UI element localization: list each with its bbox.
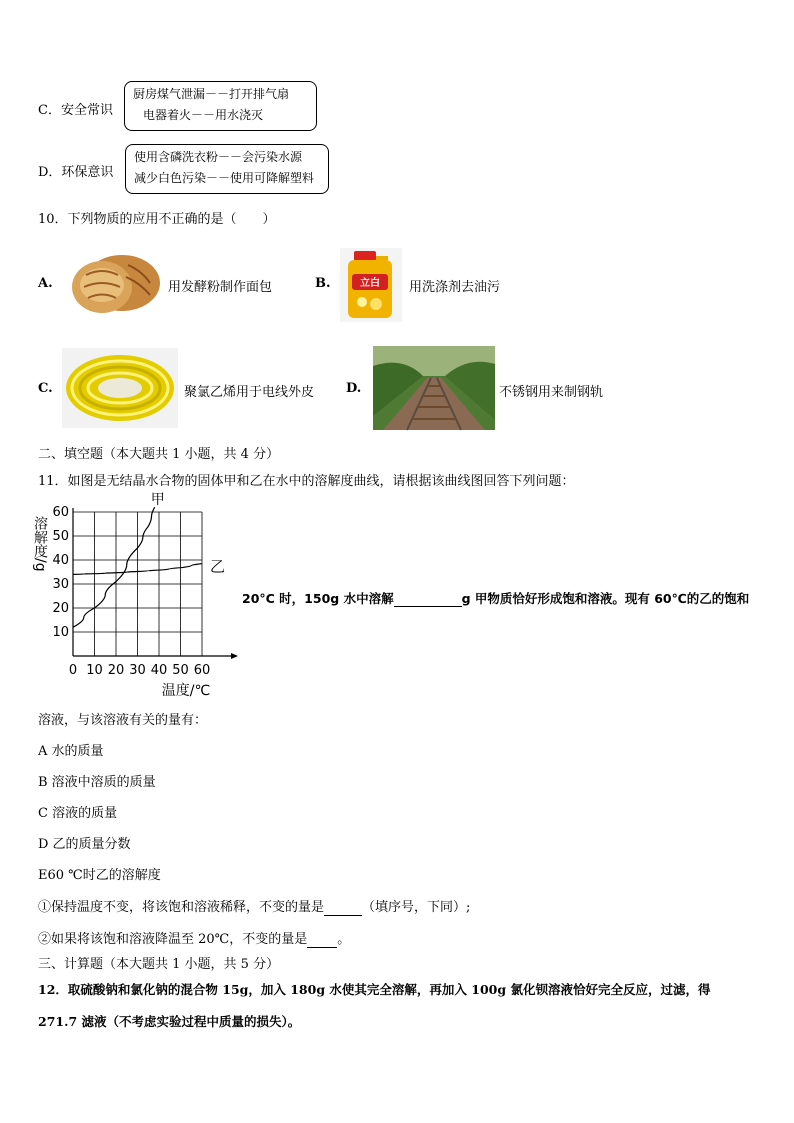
q12-line1: 12．取硫酸钠和氯化钠的混合物 15g，加入 180g 水使其完全溶解，再加入 100g 氯化钡溶液恰好完全反应，过滤，得	[38, 982, 711, 997]
wire-coil-image	[62, 348, 178, 428]
chart-series-label-yi: 乙	[210, 557, 226, 576]
q11-answer-blank-2[interactable]	[324, 900, 362, 916]
q11-sub1	[38, 896, 470, 916]
q11-text-a: 20°C 时，150g 水中溶解	[242, 591, 394, 606]
q11-option-e: E60 ℃时乙的溶解度	[38, 868, 161, 883]
chart-series-label-jia: 甲	[150, 492, 165, 508]
q11-text-b: g 甲物质恰好形成饱和溶液。现有 60℃的乙的饱和	[461, 591, 750, 606]
bread-image	[66, 243, 162, 319]
q11-sub1-text: ①保持温度不变，将该饱和溶液稀释，不变的量是	[38, 900, 325, 915]
detergent-bottle-image	[340, 248, 402, 322]
q9-option-d-label: D．环保意识	[38, 165, 114, 180]
chart-x-tick-label: 10	[86, 663, 103, 678]
q9-option-d-box	[125, 144, 329, 194]
q11-option-b: B 溶液中溶质的质量	[38, 775, 156, 790]
q11-sub1-suffix: （填序号，下同）;	[362, 900, 471, 915]
chart-x-axis-arrow	[231, 653, 238, 659]
chart-x-tick-label: 0	[68, 663, 78, 678]
q11-answer-blank-1[interactable]	[394, 591, 462, 607]
chart-x-tick-label: 50	[172, 663, 189, 678]
chart-y-tick-label: 60	[52, 505, 69, 520]
railway-track-image	[373, 346, 495, 430]
q9-option-c-box	[124, 81, 317, 131]
solubility-chart	[32, 492, 240, 700]
q11-sub2-text: ②如果将该饱和溶液降温至 20℃，不变的量是	[38, 932, 308, 947]
q9-c-line1: 厨房煤气泄漏－－打开排气扇	[133, 87, 290, 101]
q10-stem: 10．下列物质的应用不正确的是（ ）	[38, 212, 276, 227]
chart-ylabel: 溶解度/g	[32, 516, 48, 572]
q11-text-c: 溶液，与该溶液有关的量有：	[38, 713, 208, 728]
q11-option-a: A 水的质量	[38, 744, 104, 759]
q10-option-a-letter: A.	[38, 276, 53, 291]
chart-x-tick-label: 60	[193, 663, 211, 678]
chart-x-tick-label: 20	[107, 663, 125, 678]
q9-d-line1: 使用含磷洗衣粉－－会污染水源	[134, 150, 303, 164]
chart-y-tick-label: 30	[52, 577, 69, 592]
q10-option-d-text: 不锈钢用来制钢轨	[499, 385, 604, 400]
chart-y-tick-label: 10	[52, 625, 69, 640]
q10-option-c-text: 聚氯乙烯用于电线外皮	[184, 385, 315, 400]
chart-x-tick-label: 30	[129, 663, 146, 678]
q11-sub2	[38, 928, 350, 948]
q9-option-c-label: C．安全常识	[38, 103, 113, 118]
q10-option-b-letter: B.	[315, 276, 331, 291]
section2-title: 二、填空题（本大题共 1 小题，共 4 分）	[38, 447, 280, 462]
q10-option-d-letter: D.	[346, 381, 362, 396]
q10-option-b-text: 用洗涤剂去油污	[409, 280, 501, 295]
chart-y-tick-label: 50	[52, 529, 69, 544]
chart-x-tick-label: 40	[150, 663, 168, 678]
chart-series-line-jia	[73, 507, 155, 627]
section3-title: 三、计算题（本大题共 1 小题，共 5 分）	[38, 957, 280, 972]
q11-sub2-suffix: 。	[337, 932, 351, 947]
q9-d-line2: 减少白色污染－－使用可降解塑料	[134, 171, 315, 185]
q10-option-a-text: 用发酵粉制作面包	[168, 280, 273, 295]
q11-option-d: D 乙的质量分数	[38, 837, 131, 852]
q11-stem: 11．如图是无结晶水合物的固体甲和乙在水中的溶解度曲线，请根据该曲线图回答下列问题：	[38, 474, 575, 489]
chart-xlabel: 温度/℃	[161, 683, 211, 699]
q11-option-c: C 溶液的质量	[38, 806, 118, 821]
chart-y-tick-label: 20	[52, 601, 69, 616]
q10-option-c-letter: C.	[38, 381, 53, 396]
q11-answer-blank-3[interactable]	[307, 932, 337, 948]
q11-text-line1	[242, 589, 749, 607]
detergent-brand-label: 立白	[360, 278, 380, 289]
q9-c-line2: 电器着火－－用水浇灭	[143, 108, 264, 122]
q12-line2: 271.7 滤液（不考虑实验过程中质量的损失）。	[38, 1014, 301, 1029]
chart-y-tick-label: 40	[52, 553, 69, 568]
